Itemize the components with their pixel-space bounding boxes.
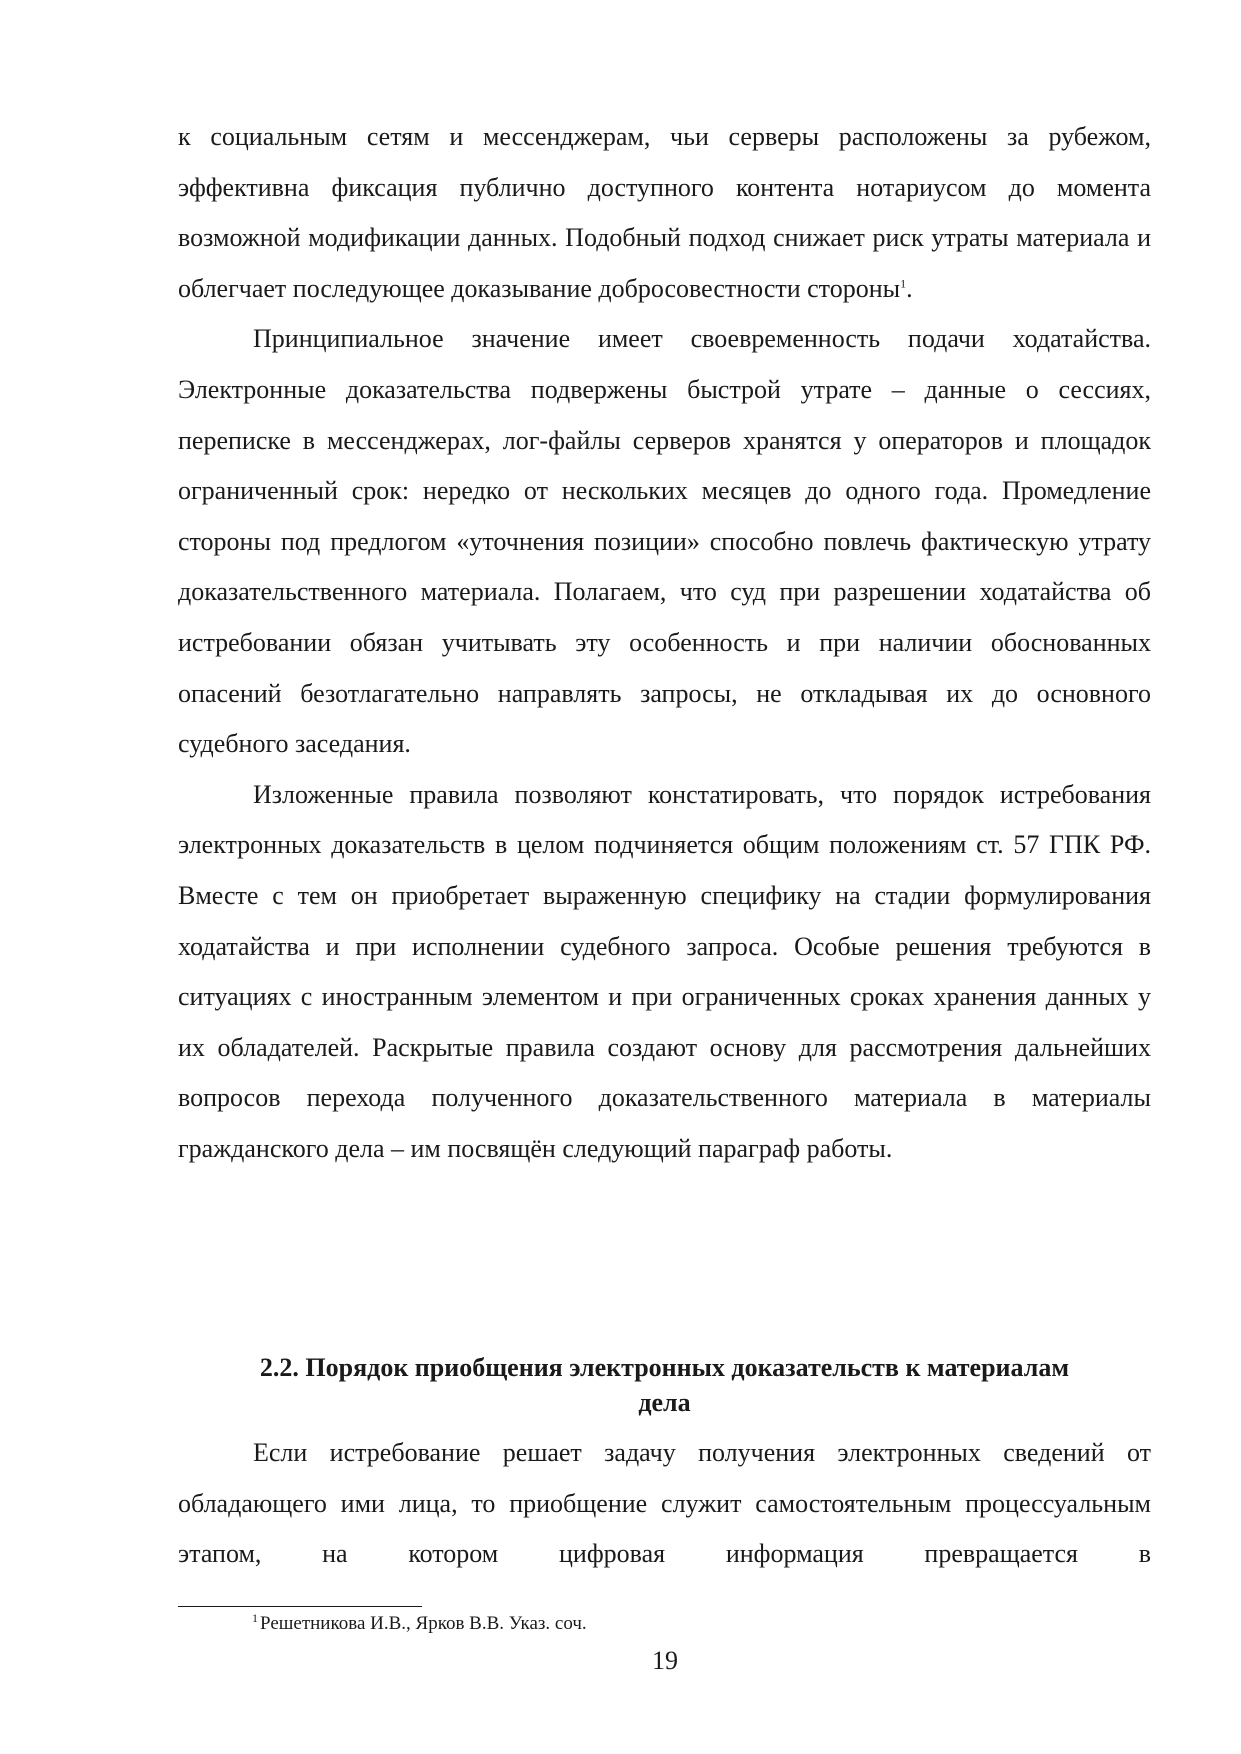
section-heading-line-2: дела (638, 1388, 691, 1417)
paragraph-timeliness: Принципиальное значение имеет своевременность подачи ходатайства. Электронные доказательства подвержены быстрой утрате – данные о сессиях, переписке в мессенджерах, лог-файлы серверов хранятся у операторов и площадок ограниченный срок: нередко от нескольких месяцев до одного года. Промедление стороны под предлогом «уточнения позиции» способно повлечь фактическую утрату доказательственного материала. Полагаем, что суд при разрешении ходатайства об истребовании обязан учитывать эту особенность и при наличии обоснованных опасений безотлагательно направлять запросы, не откладывая их до основного судебного заседания. (178, 324, 1151, 759)
page-number: 19 (652, 1646, 678, 1675)
body-text-top (178, 112, 1151, 1174)
paragraph-continuation (178, 112, 1151, 314)
footnote (252, 1612, 587, 1636)
section-heading (178, 1350, 1151, 1420)
body-text-bottom (178, 1428, 1151, 1580)
footnote-number: 1 (252, 1610, 258, 1625)
section-heading-line-1: 2.2. Порядок приобщения электронных доказательств к материалам (259, 1353, 1070, 1382)
footnote-reference[interactable]: 1 (900, 276, 907, 291)
paragraph-text: к социальным сетям и мессенджерам, чьи серверы расположены за рубежом, эффективна фиксация публично доступного контента нотариусом до момента возможной модификации данных. Подобный подход снижает риск утраты материала и облегчает последующее доказывание добросовестности стороны (178, 122, 1151, 303)
paragraph-tail: . (906, 273, 913, 303)
footnote-divider (178, 1606, 422, 1607)
paragraph-section-intro: Если истребование решает задачу получения электронных сведений от обладающего ими лица, то приобщение служит самостоятельным процессуальным этапом, на котором цифровая информация превращается в (178, 1438, 1151, 1569)
paragraph-conclusion: Изложенные правила позволяют констатировать, что порядок истребования электронных доказательств в целом подчиняется общим положениям ст. 57 ГПК РФ. Вместе с тем он приобретает выраженную специфику на стадии формулирования ходатайства и при исполнении судебного запроса. Особые решения требуются в ситуациях с иностранным элементом и при ограниченных сроках хранения данных у их обладателей. Раскрытые правила создают основу для рассмотрения дальнейших вопросов перехода полученного доказательственного материала в материалы гражданского дела – им посвящён следующий параграф работы. (178, 779, 1151, 1163)
footnote-text: Решетникова И.В., Ярков В.В. Указ. соч. (260, 1613, 587, 1634)
